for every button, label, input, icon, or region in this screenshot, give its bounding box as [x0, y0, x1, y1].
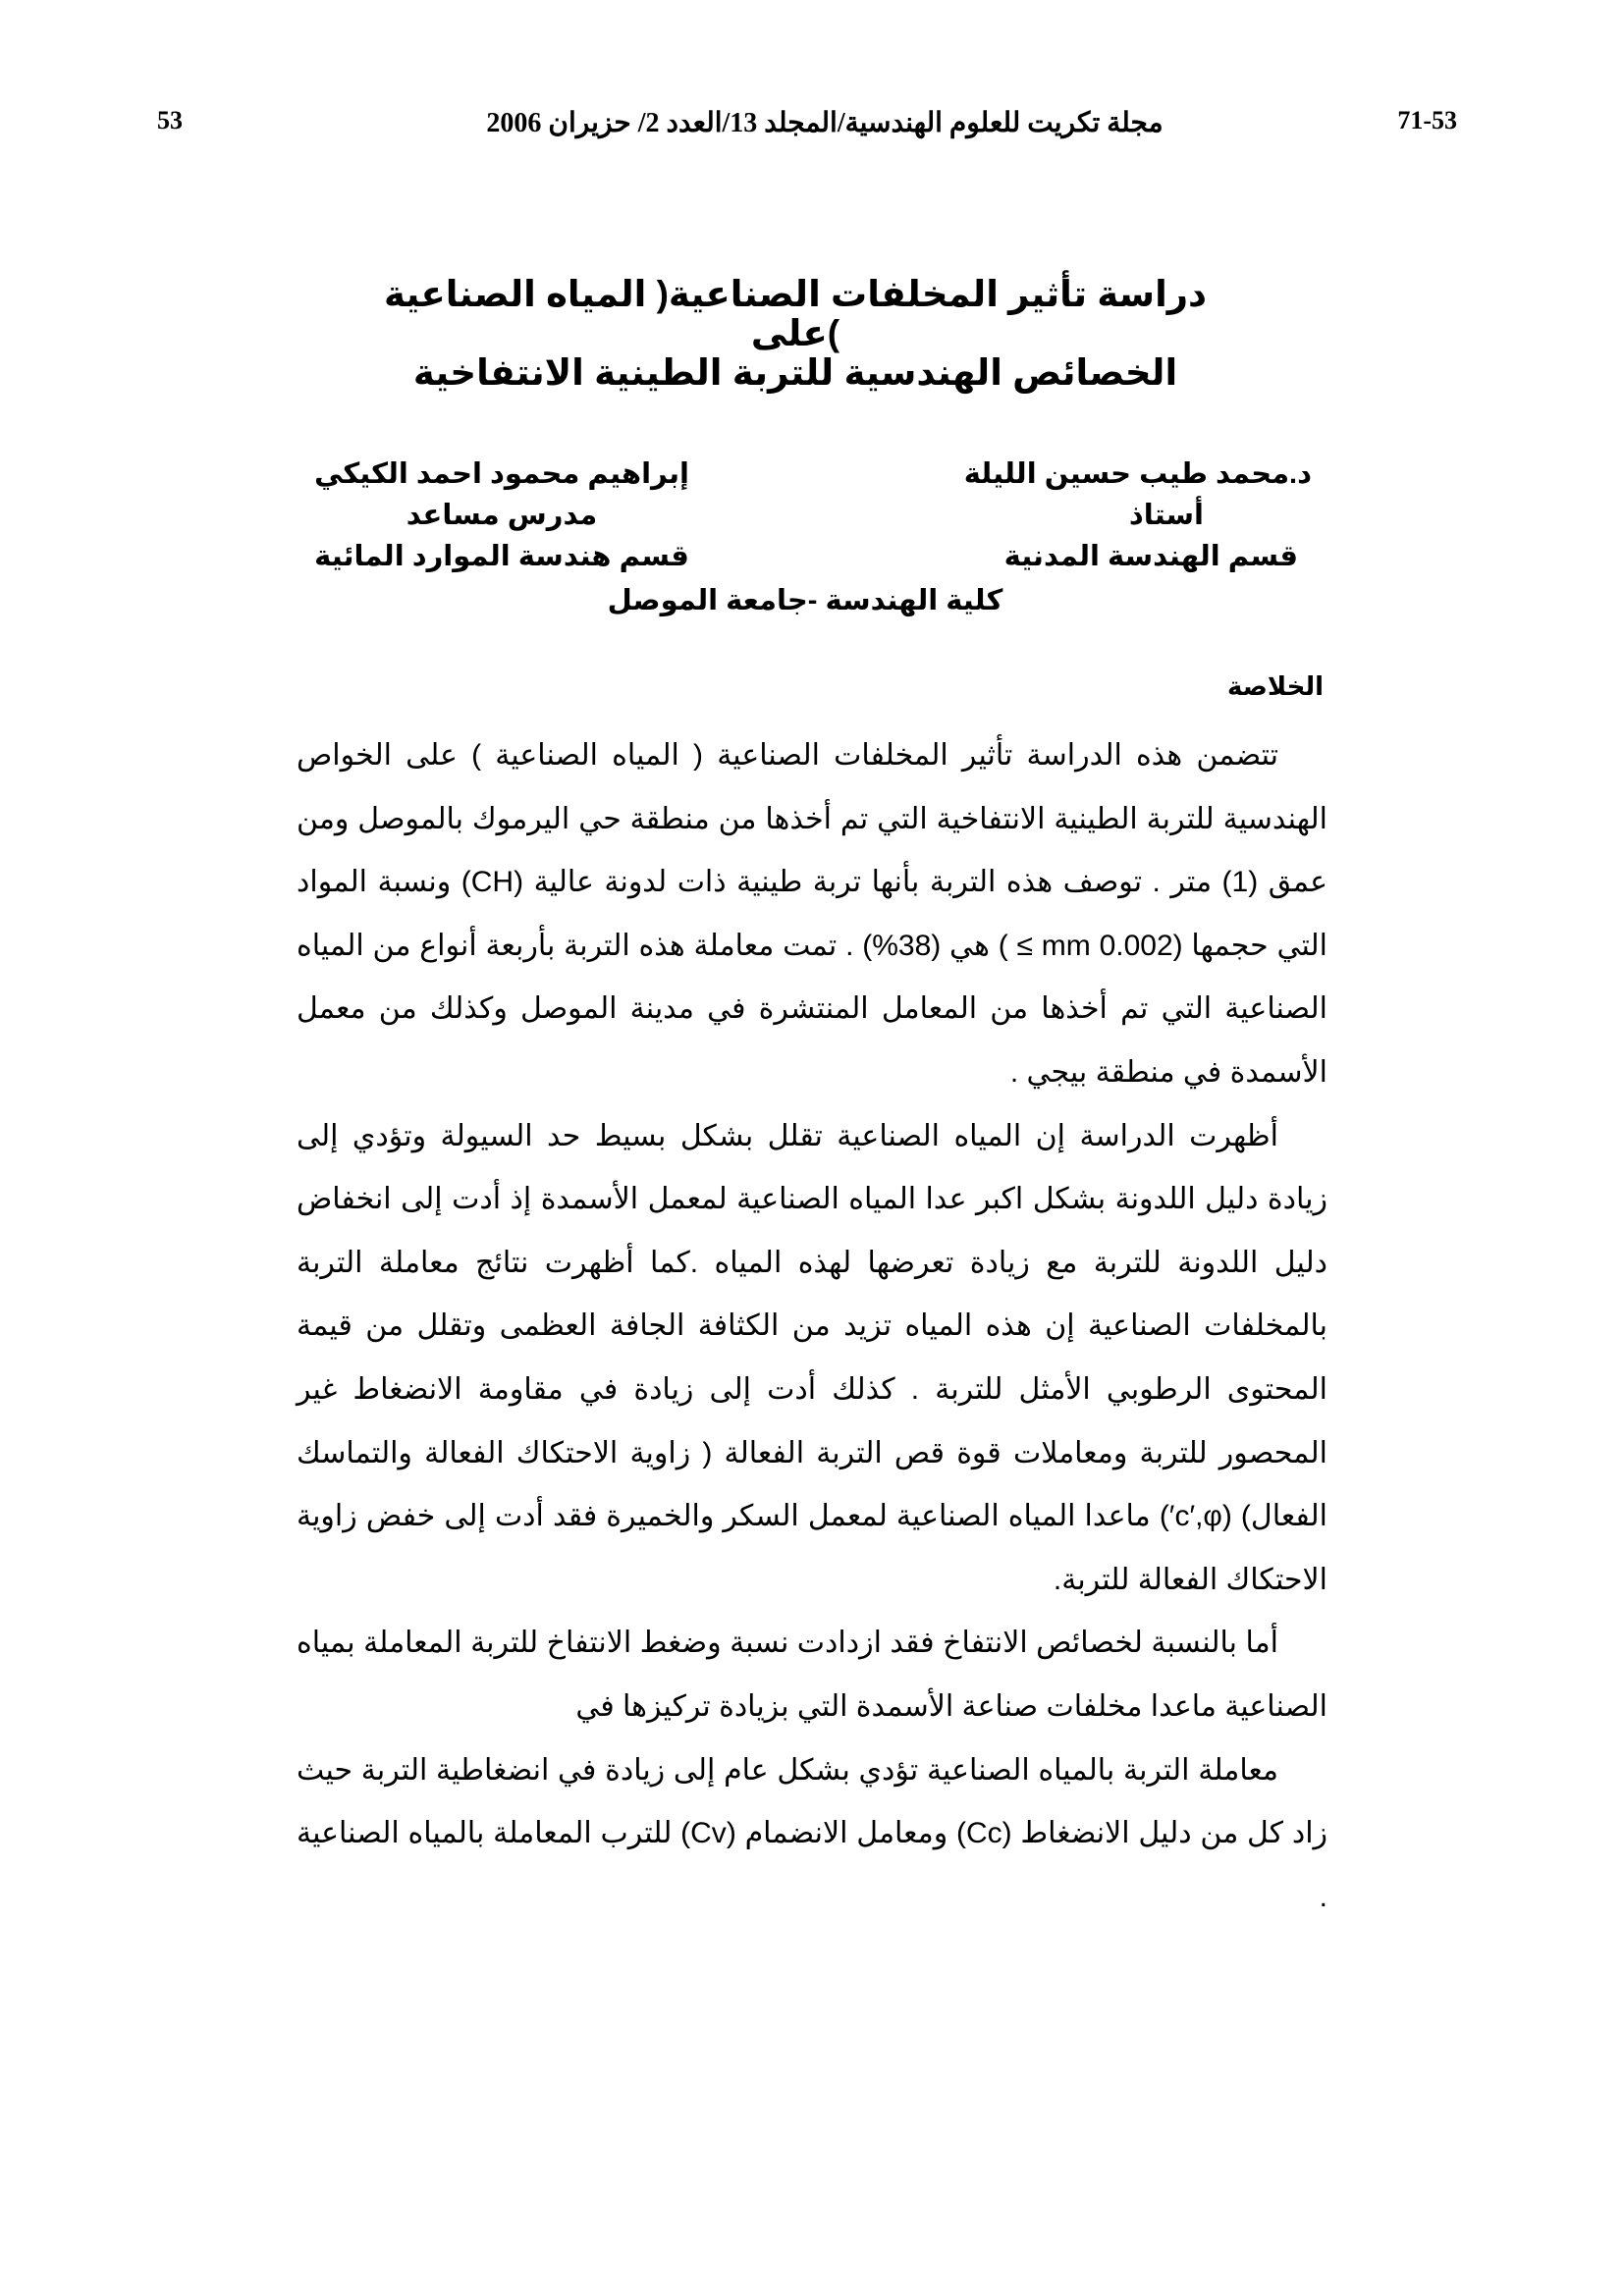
author-department: قسم الهندسة المدنية — [1003, 541, 1298, 572]
running-header — [0, 106, 1624, 145]
author-department: قسم هندسة الموارد المائية — [314, 541, 689, 572]
journal-citation: مجلة تكريت للعلوم الهندسية/المجلد 13/العدد 2/ حزيران 2006 — [486, 108, 1164, 138]
title-line-2: الخصائص الهندسية للتربة الطينية الانتفاخية — [412, 352, 1178, 393]
page-number: 53 — [157, 106, 183, 134]
author-2 — [281, 454, 723, 577]
abstract-paragraph: أظهرت الدراسة إن المياه الصناعية تقلل بشكل بسيط حد السيولة وتؤدي إلى زيادة دليل اللدونة بشكل اكبر عدا المياه الصناعية لمعمل الأسمدة إذ أدت إلى انخفاض دليل اللدونة للتربة مع زيادة تعرضها لهذه المياه .كما أظهرت نتائج معاملة التربة بالمخلفات الصناعية إن هذه المياه تزيد من الكثافة الجافة العظمى وتقلل من قيمة المحتوى الرطوبي الأمثل للتربة . كذلك أدت إلى زيادة في مقاومة الانضغاط غير المحصور للتربة ومعاملات قوة قص التربة الفعالة ( زاوية الاحتكاك الفعالة والتماسك الفعال) (c′,φ′) ماعدا المياه الصناعية لمعمل السكر والخميرة فقد أدت إلى خفض زاوية الاحتكاك الفعالة للتربة. — [297, 1119, 1327, 1596]
affiliation: كلية الهندسة -جامعة الموصل — [607, 585, 1003, 616]
author-name: إبراهيم محمود احمد الكيكي — [314, 458, 689, 490]
abstract-paragraph: معاملة التربة بالمياه الصناعية تؤدي بشكل عام إلى زيادة في انضغاطية التربة حيث زاد كل من دليل الانضغاط (Cc) ومعامل الانضمام (Cv) للترب المعاملة بالمياه الصناعية . — [297, 1753, 1328, 1913]
author-name: د.محمد طيب حسين الليلة — [963, 458, 1312, 490]
author-1 — [939, 454, 1312, 577]
abstract-paragraph: تتضمن هذه الدراسة تأثير المخلفات الصناعية ( المياه الصناعية ) على الخواص الهندسية للتربة الطينية الانتفاخية التي تم أخذها من منطقة حي اليرموك بالموصل ومن عمق (1) متر . توصف هذه التربة بأنها تربة طينية ذات لدونة عالية (CH) ونسبة المواد التي حجمها (0.002 mm ≥ ) هي (38%) . تمت معاملة هذه التربة بأربعة أنواع من المياه الصناعية التي تم أخذها من المعامل المنتشرة في مدينة الموصل وكذلك من معمل الأسمدة في منطقة بيجي . — [297, 739, 1327, 1089]
title-line-1: دراسة تأثير المخلفات الصناعية( المياه الصناعية )على — [383, 274, 1208, 353]
author-position: مدرس مساعد — [406, 500, 598, 531]
paper-title — [373, 275, 1218, 393]
abstract-paragraph: أما بالنسبة لخصائص الانتفاخ فقد ازدادت نسبة وضغط الانتفاخ للتربة المعاملة بمياه الصناعية ماعدا مخلفات صناعة الأسمدة التي بزيادة تركيزها في — [297, 1627, 1327, 1723]
author-position: أستاذ — [1128, 500, 1204, 531]
abstract-body — [297, 724, 1327, 1929]
page-range: 71-53 — [1397, 106, 1457, 134]
abstract-heading: الخلاصة — [1226, 671, 1324, 701]
